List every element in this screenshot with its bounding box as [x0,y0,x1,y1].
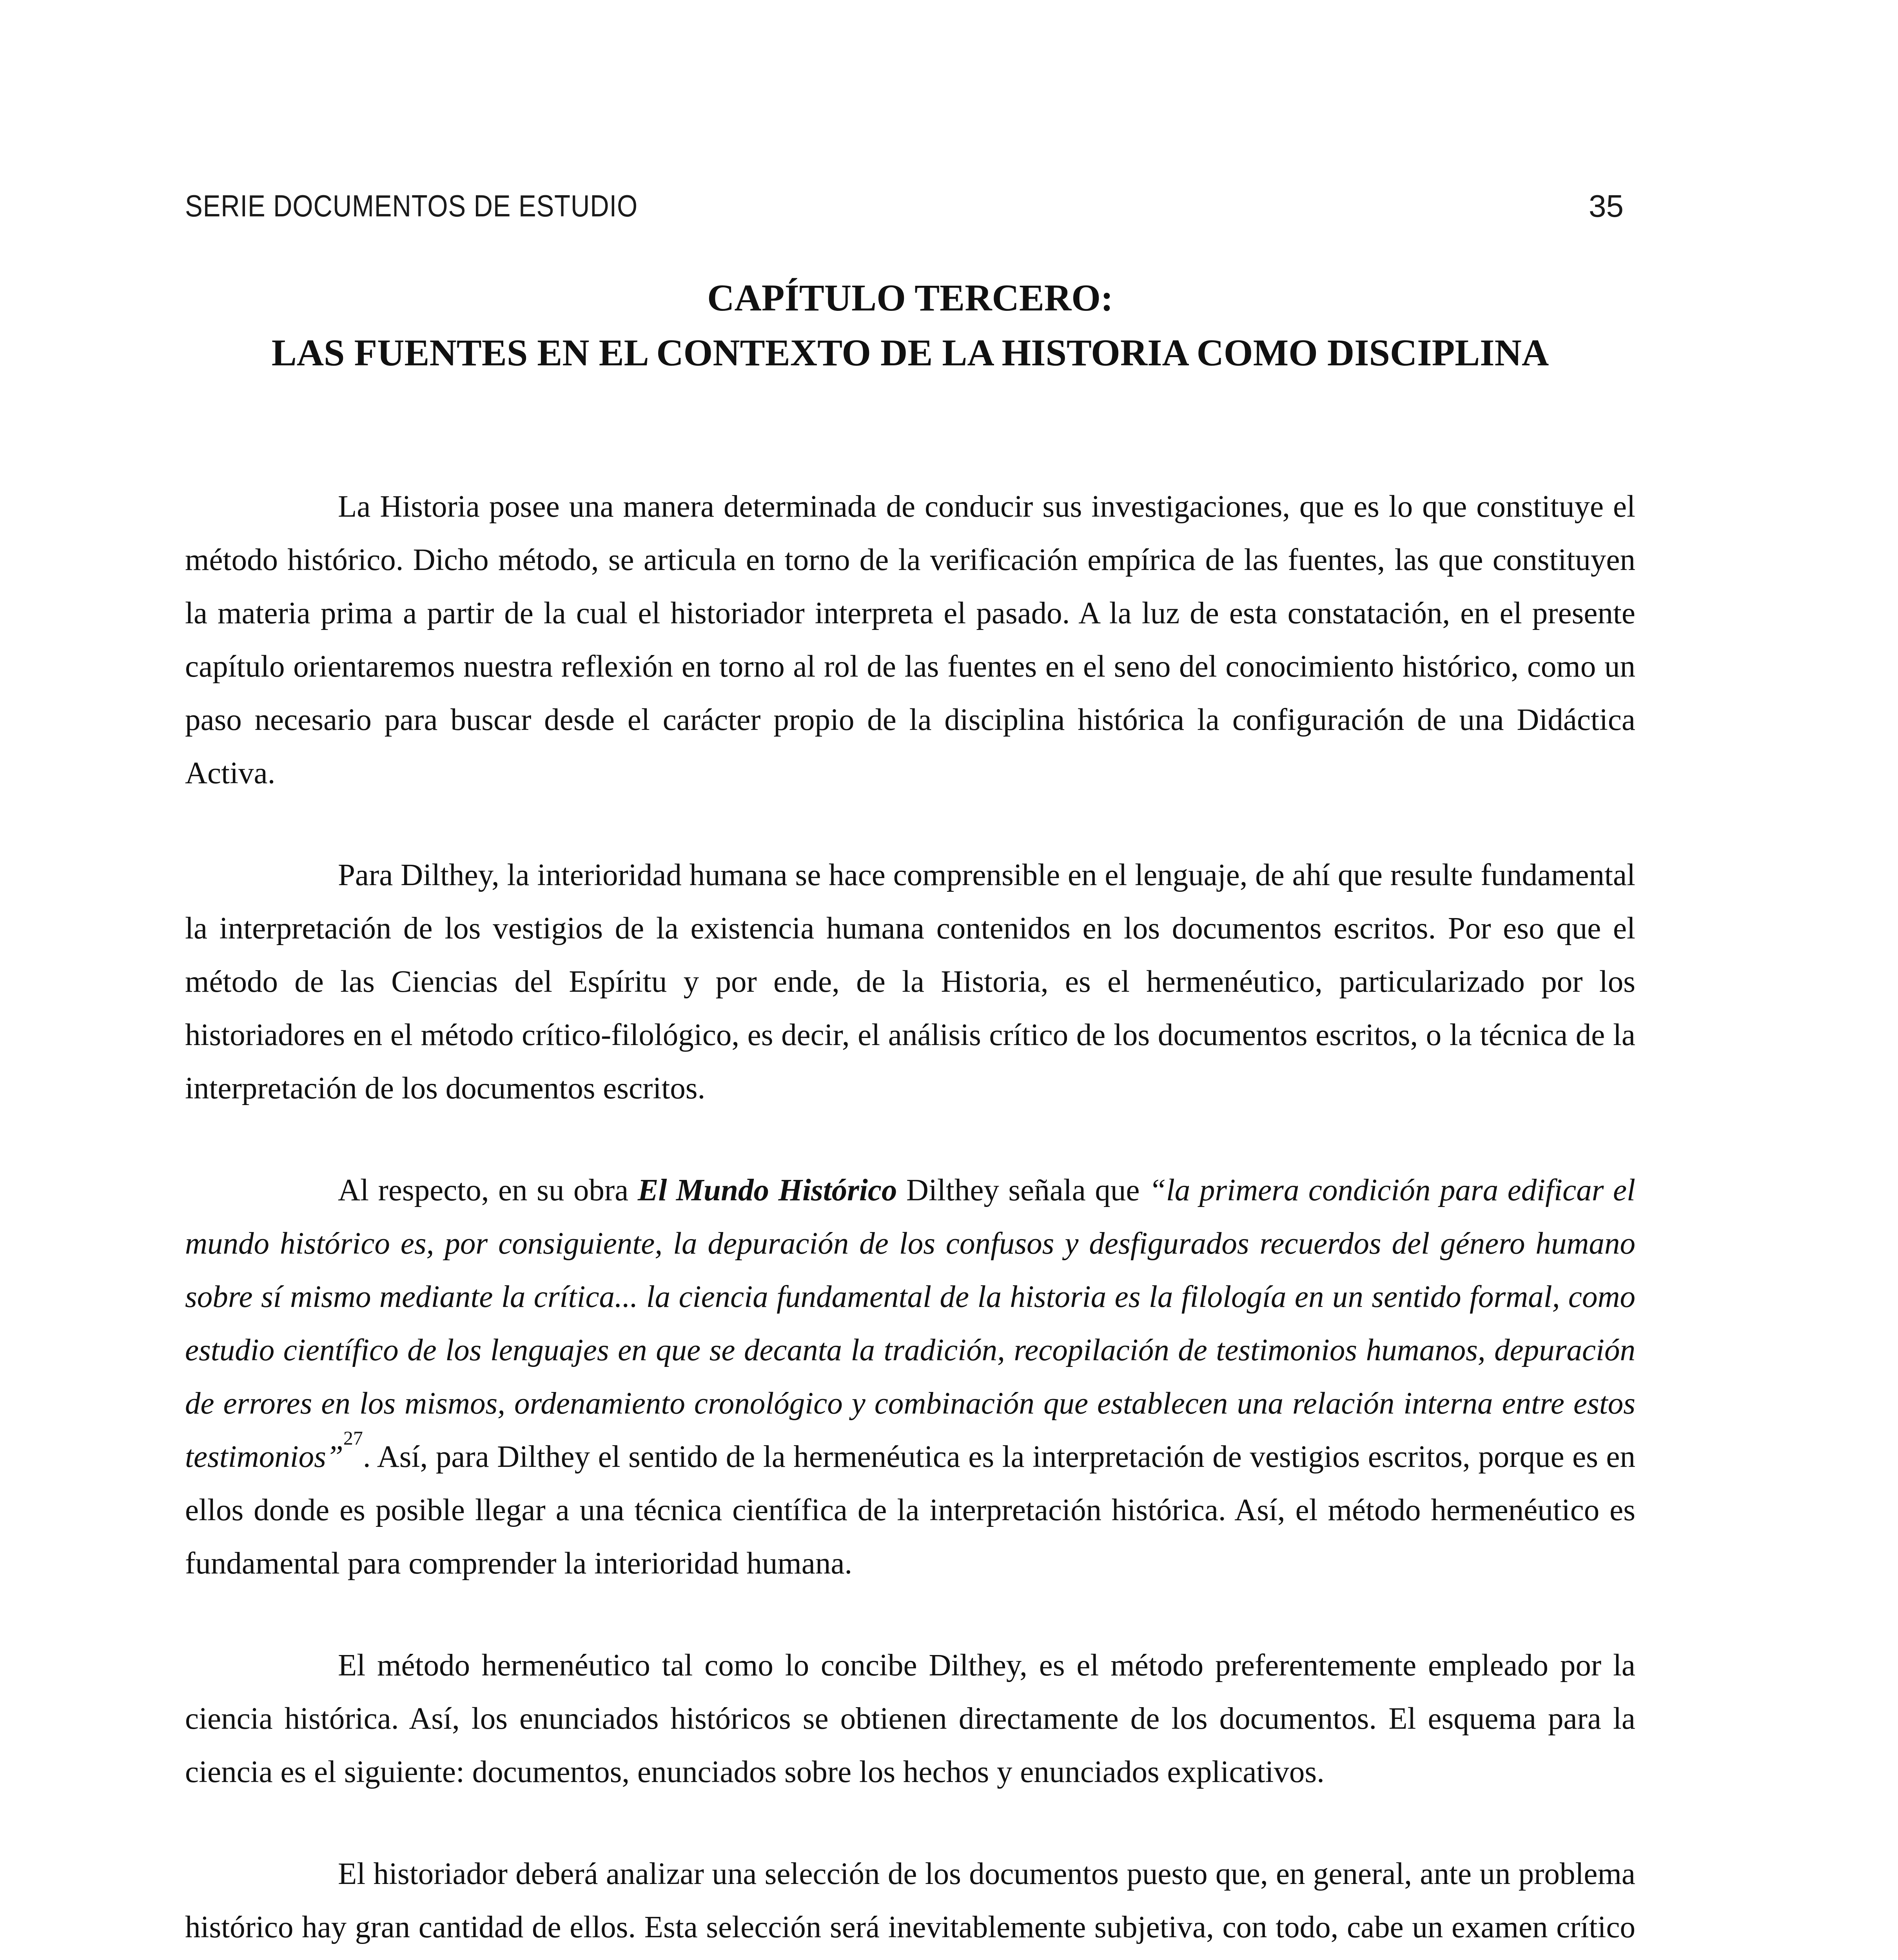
body-text [185,480,1635,1960]
dilthey-quotation: “la primera condición para edificar el mundo histórico es, por consiguiente, la depuración de los confusos y desfigurados recuerdos del género humano sobre sí mismo mediante la crítica... la ciencia fundamental de la historia es la filología en un sentido formal, como estudio científico de los lenguajes en que se decanta la tradición, recopilación de testimonios humanos, depuración de errores en los mismos, ordenamiento cronológico y combinación que establecen una relación interna entre estos testimonios” [185,1173,1635,1474]
paragraph-2: Para Dilthey, la interioridad humana se hace comprensible en el lenguaje, de ahí que resulte fundamental la interpretación de los vestigios de la existencia humana contenidos en los documentos escritos. Por eso que el método de las Ciencias del Espíritu y por ende, de la Historia, es el hermenéutico, particularizado por los historiadores en el método crítico-filológico, es decir, el análisis crítico de los documentos escritos, o la técnica de la interpretación de los documentos escritos. [185,858,1635,1105]
paragraph-1: La Historia posee una manera determinada de conducir sus investigaciones, que es lo que constituye el método histórico. Dicho método, se articula en torno de la verificación empírica de las fuentes, las que constituyen la materia prima a partir de la cual el historiador interpreta el pasado. A la luz de esta constatación, en el presente capítulo orientaremos nuestra reflexión en torno al rol de las fuentes en el seno del conocimiento histórico, como un paso necesario para buscar desde el carácter propio de la disciplina histórica la configuración de una Didáctica Activa. [185,490,1635,790]
cited-work-title: El Mundo Histórico [637,1173,897,1207]
paragraph-3-intro: Al respecto, en su obra [338,1173,638,1207]
paragraph-3 [185,1164,1635,1590]
paragraph-3-after-work: Dilthey señala que [897,1173,1149,1207]
chapter-subtitle: LAS FUENTES EN EL CONTEXTO DE LA HISTORIA COMO DISCIPLINA [271,332,1549,374]
paragraph-4: El método hermenéutico tal como lo concibe Dilthey, es el método preferentemente empleado por la ciencia histórica. Así, los enunciados históricos se obtienen directamente de los documentos. El esquema para la ciencia es el siguiente: documentos, enunciados sobre los hechos y enunciados explicativos. [185,1648,1635,1789]
paragraph-3-rest: . Así, para Dilthey el sentido de la hermenéutica es la interpretación de vestigios escritos, porque es en ellos donde es posible llegar a una técnica científica de la interpretación histórica. Así, el método hermenéutico es fundamental para comprender la interioridad humana. [185,1440,1635,1581]
chapter-title: CAPÍTULO TERCERO: [707,277,1113,319]
paragraph-5: El historiador deberá analizar una selección de los documentos puesto que, en general, ante un problema histórico hay gran cantidad de ellos. Esta selección será inevitablemente subjetiva, con todo, cabe un examen crítico [185,1857,1635,1944]
footnote-reference: 27 [343,1427,363,1449]
page-number: 35 [1589,189,1624,223]
running-header-title: SERIE DOCUMENTOS DE ESTUDIO [185,189,638,223]
